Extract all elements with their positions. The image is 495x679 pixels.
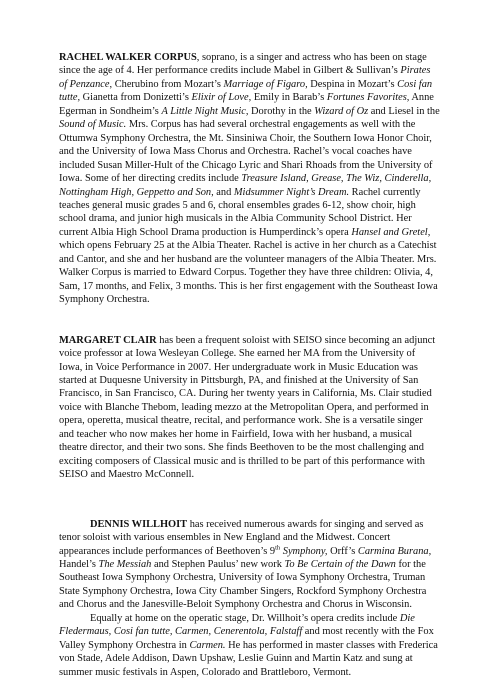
text-run: Equally at home on the operatic stage, Dr. Willhoit’s opera credits include [90, 612, 400, 624]
paragraph-spacer [59, 482, 440, 518]
text-run: , Cherubino from Mozart’s [109, 78, 224, 90]
text-run: Dorothy in the [248, 105, 315, 117]
italic-title: Wizard of Oz [314, 105, 369, 117]
bio-body [59, 335, 435, 481]
text-run: Emily in Barab’s [251, 92, 327, 104]
italic-title: Die Fledermaus, Cosi fan tutte, Carmen, Cenerentola, Falstaff [59, 612, 415, 638]
text-run: has received numerous awards for singing and served as tenor soloist with various ensembles in New England and the Midwest. Concert appearances include performances of Beethoven’s 9 [59, 518, 424, 557]
italic-title: Hansel and Gretel, [351, 226, 431, 238]
bio-name: RACHEL WALKER CORPUS [59, 52, 197, 63]
text-run: has been a frequent soloist with SEISO since becoming an adjunct voice professor at Iowa Wesleyan College. She earned her MA from the University of Iowa, in Voice Performance in 2007. Her undergraduate work in Music Education was started at Duquesne University in Pittsburgh, PA, and finished at the University of San Francisco, in San Francisco, CA. During her twenty years in California, Ms. Clair studied voice with Blanche Thebom, leading mezzo at the Metropolitan Opera, and performed in opera, operetta, musical theatre, recital, and performance work. She is a versatile singer and teacher who now makes her home in Fairfield, Iowa with her husband, a musical theatre director, and their two sons. She finds Beethoven to be the most challenging and exciting composers of Classical music and is thrilled to be part of this performance with SEISO and Maestro McConnell. [59, 334, 436, 481]
text-run: He has performed in master classes with Frederica von Stade, Adele Addison, Dawn Upshaw, Leslie Guinn and Martin Katz and sung at summer music festivals in Aspen, Colorado and Brattleboro, Vermont. [59, 639, 438, 678]
italic-title: Carmina Burana, [357, 545, 432, 557]
italic-title: Fortunes Favorites, [326, 92, 410, 104]
bio-name: MARGARET CLAIR [59, 334, 157, 346]
text-run: , soprano, is a singer and actress who has been on stage since the age of 4. Her performance credits include Mabel in Gilbert & Sullivan’s [59, 52, 427, 77]
ordinal-suffix: th [275, 544, 281, 552]
bio-dennis-willhoit [59, 518, 440, 612]
bio-body [59, 519, 431, 611]
text-run: Mrs. Corpus has had several orchestral engagements as well with the Ottumwa Symphony Orchestra, the Mt. Sinsiniwa Choir, the Southern Iowa Honor Choir, and the University of Iowa Mass Chorus and Orchestra. Rachel’s vocal coaches have included Susan Miller-Hult of the Chicago Lyric and Shari Rhoads from the University of Iowa. Some of her directing credits include [59, 119, 433, 185]
italic-title: Symphony, [280, 545, 328, 557]
bio-body [59, 52, 440, 305]
text-run: and Liesel in the [368, 105, 440, 117]
italic-title: To Be Certain of the Dawn [284, 558, 396, 570]
bio-body [59, 613, 438, 678]
text-run: for the Southeast Iowa Symphony Orchestra, University of Iowa Symphony Orchestra, Truman State Symphony Orchestra, Iowa City Chamber Singers, Rockford Symphony Orchestra and Chorus and the Janesville-Beloit Symphony Orchestra and Chorus in Wisconsin. [59, 558, 427, 611]
text-run: Gianetta from Donizetti’s [80, 92, 192, 104]
italic-title: The Messiah [98, 558, 152, 570]
paragraph-spacer [59, 307, 440, 334]
bio-rachel-walker-corpus [59, 51, 440, 307]
text-run: Anne Egerman in Sondheim’s [59, 92, 434, 117]
text-run: and Stephen Paulus’ new work [151, 558, 285, 570]
italic-title: Elixir of Love, [191, 92, 252, 104]
bio-name: DENNIS WILLHOIT [90, 518, 188, 530]
italic-title: Carmen. [189, 639, 226, 651]
document-page [59, 51, 440, 679]
text-run: and most recently with the Fox Valley Symphony Orchestra in [59, 626, 434, 651]
text-run: Orff’s [327, 545, 358, 557]
italic-title: Cosi fan tutte, [59, 78, 433, 104]
text-run: Despina in Mozart’s [307, 78, 398, 90]
text-run: which opens February 25 at the Albia Theater. Rachel is active in her church as a Catechist and Cantor, and she and her husband are the volunteer managers of the Albia Theater. Mrs. Walker Corpus is married to Edward Corpus. Together they have three children: Olivia, 4, Sam, 17 months, and Felix, 3 months. This is her first engagement with the Southeast Iowa Symphony Orchestra. [59, 240, 438, 306]
bio-margaret-clair [59, 334, 440, 482]
italic-title: Pirates of Penzance [59, 65, 431, 90]
italic-title: Sound of Music. [59, 119, 127, 131]
italic-title: A Little Night Music, [161, 105, 249, 117]
italic-title: Marriage of Figaro, [223, 78, 308, 90]
text-run: Handel’s [59, 558, 99, 570]
text-run: Rachel currently teaches general music grades 5 and 6, choral ensembles grades 6-12, show choir, high school drama, and junior high musicals in the Albia Community School District. Her current Albia High School Drama production is Humperdinck’s opera [59, 186, 421, 238]
italic-title: Midsummer Night’s Dream. [233, 186, 350, 198]
bio-dennis-willhoit-continued [59, 612, 440, 679]
italic-title: Treasure Island, Grease, The Wiz, Cinderella, Nottingham High, Geppetto and Son, [59, 173, 432, 198]
text-run: and [213, 186, 234, 198]
